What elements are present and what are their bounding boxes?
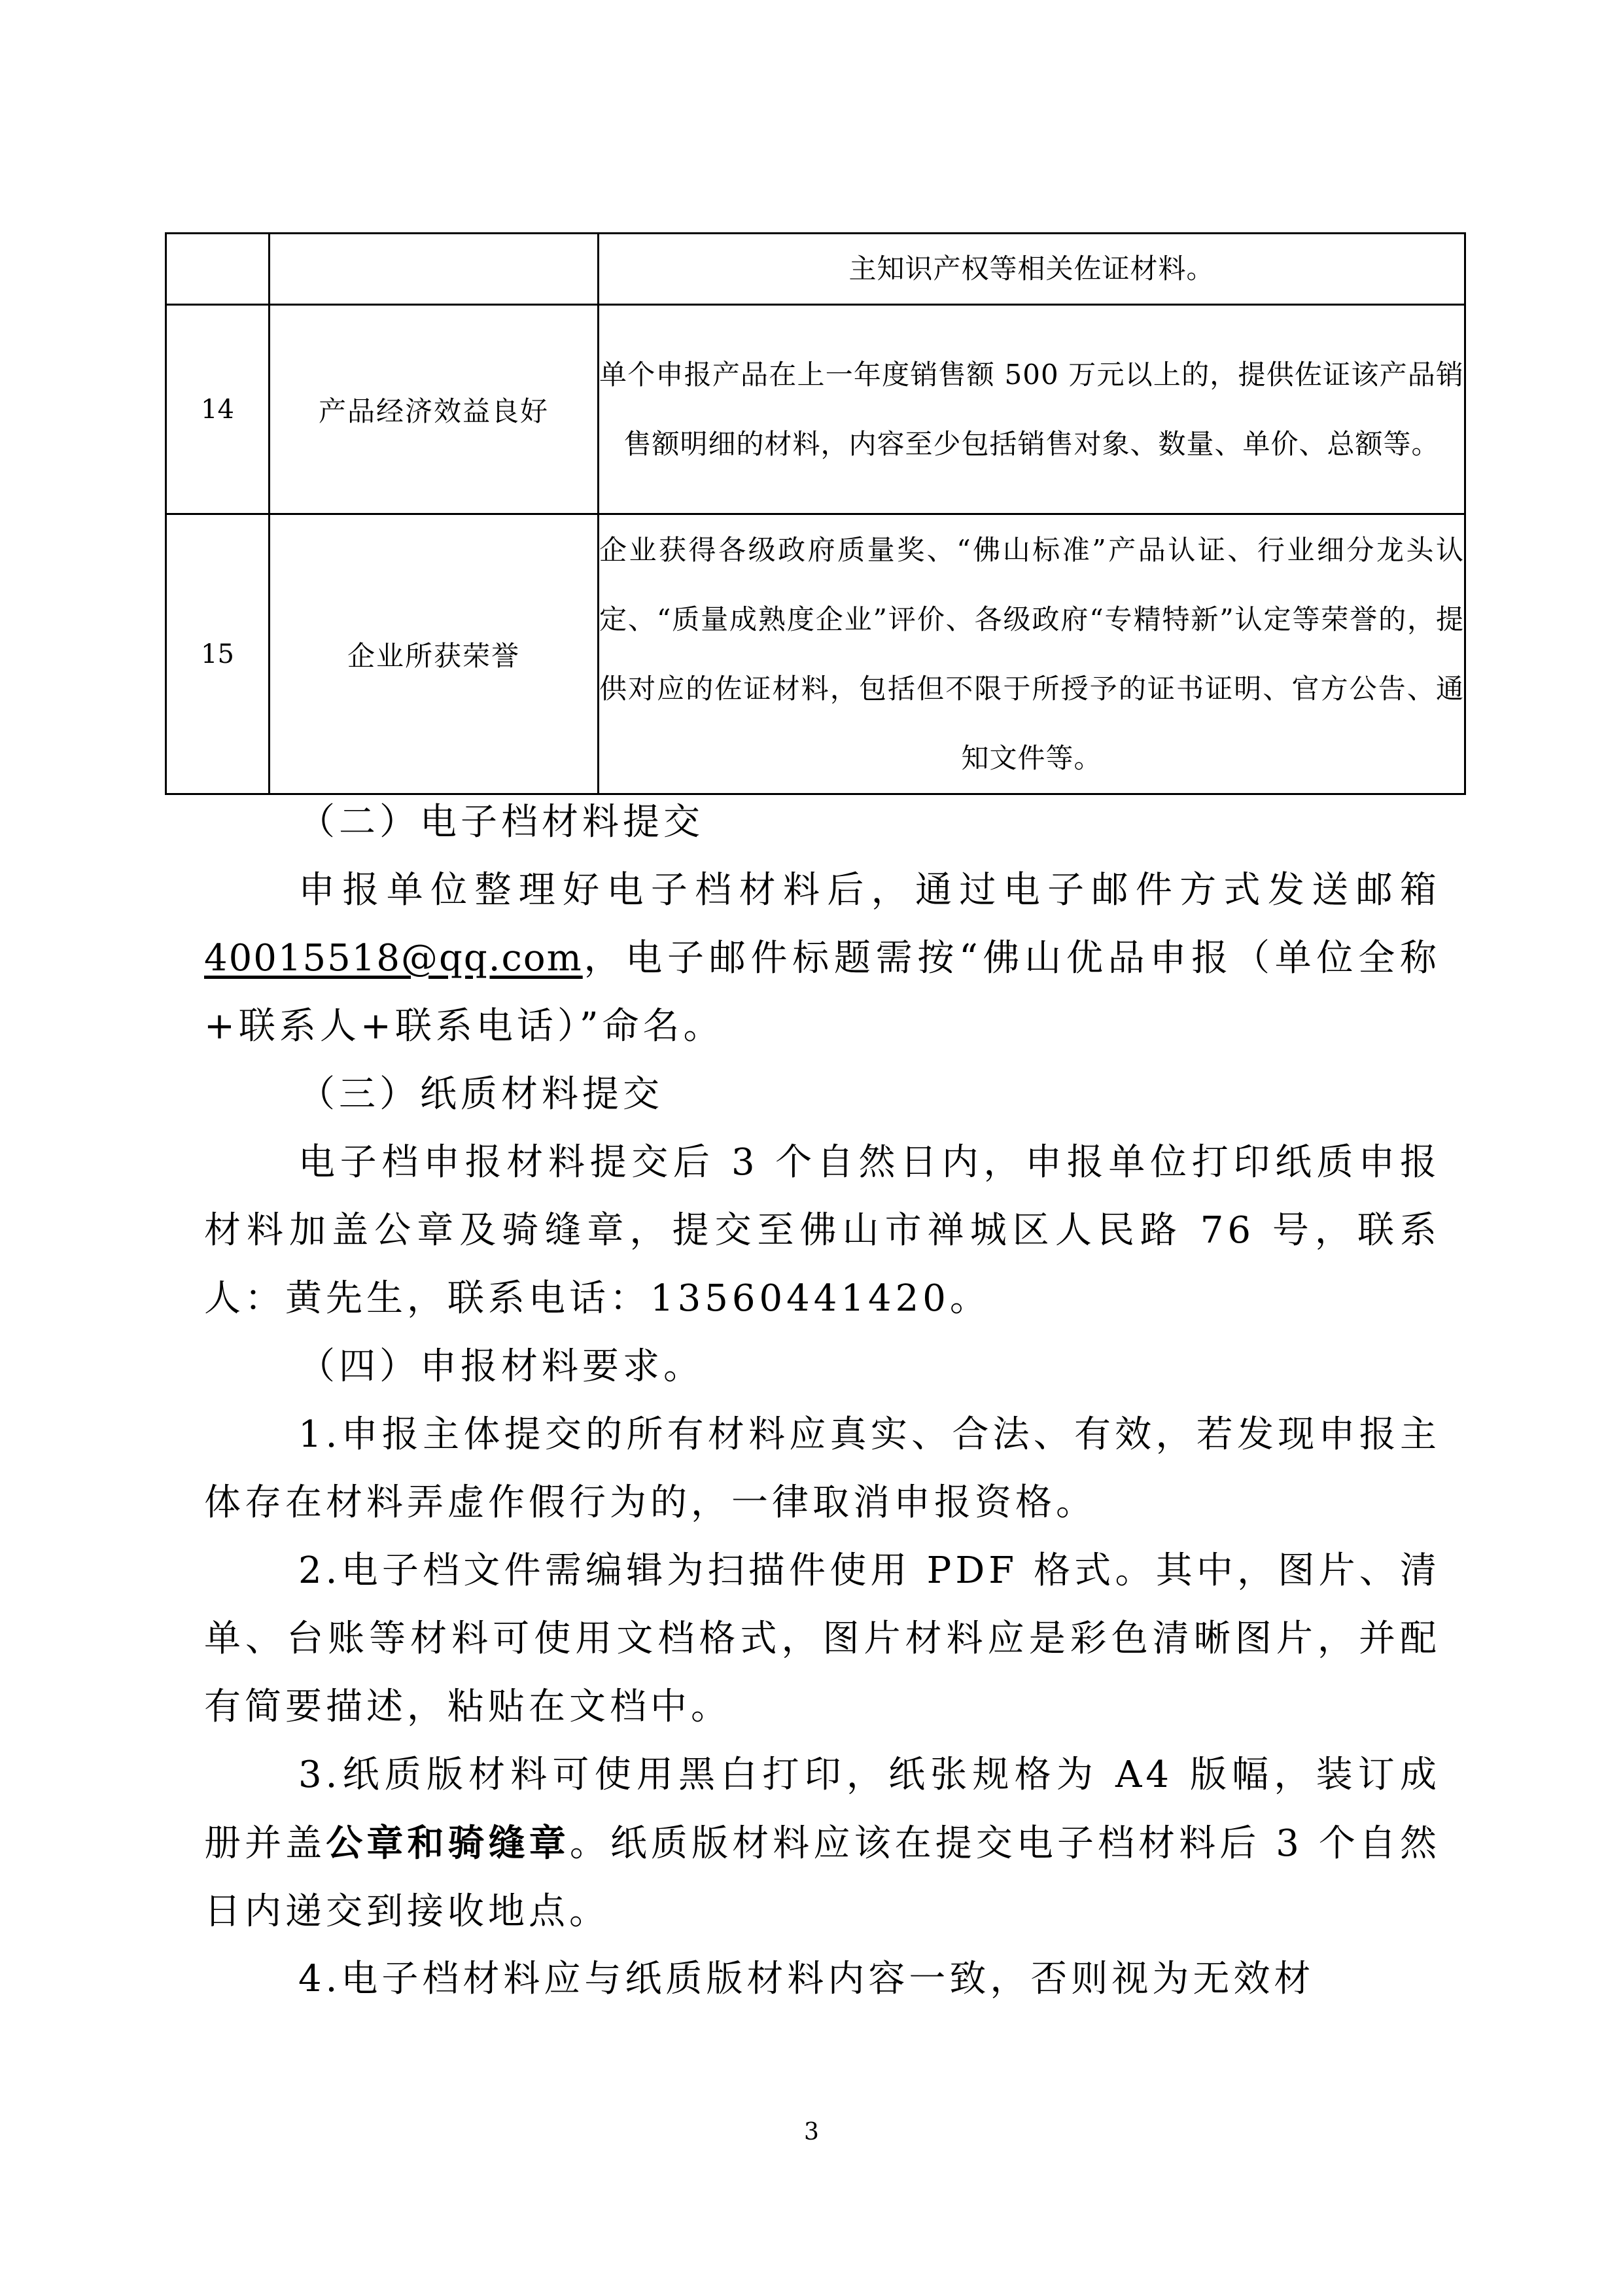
paragraph-email-submission [204, 857, 1440, 1061]
paragraph-paper-submission: 电子档申报材料提交后 3 个自然日内，申报单位打印纸质申报材料加盖公章及骑缝章，提交至佛山市禅城区人民路 76 号，联系人：黄先生，联系电话：13560441420。 [204, 1141, 1440, 1320]
paragraph-text: 申报单位整理好电子档材料后，通过电子邮件方式发送邮箱 [298, 869, 1440, 911]
section-heading-3: （三）纸质材料提交 [298, 1073, 663, 1116]
row-number: 14 [166, 305, 270, 514]
paragraph-requirement-4: 4.电子档材料应与纸质版材料内容一致，否则视为无效材 [298, 1958, 1315, 2000]
table-row [166, 234, 1465, 305]
paragraph-text: ，电子邮件标题需按“佛山优品申报（单位全称+联系人+联系电话）”命名。 [204, 937, 1440, 1048]
requirements-table [165, 232, 1466, 795]
row-description: 单个申报产品在上一年度销售额 500 万元以上的，提供佐证该产品销售额明细的材料，内容至少包括销售对象、数量、单价、总额等。 [599, 305, 1465, 514]
table-row [166, 305, 1465, 514]
table-row [166, 514, 1465, 794]
row-item-name: 产品经济效益良好 [270, 305, 599, 514]
section-heading-2: （二）电子档材料提交 [298, 801, 704, 843]
row-description: 主知识产权等相关佐证材料。 [599, 234, 1465, 305]
row-description: 企业获得各级政府质量奖、“佛山标准”产品认证、行业细分龙头认定、“质量成熟度企业”评价、各级政府“专精特新”认定等荣誉的，提供对应的佐证材料，包括但不限于所授予的证书证明、官方公告、通知文件等。 [599, 514, 1465, 794]
row-item-name [270, 234, 599, 305]
paragraph-requirement-3 [204, 1741, 1440, 1946]
emphasis-text: 公章和骑缝章 [326, 1822, 570, 1865]
paragraph-requirement-2: 2.电子档文件需编辑为扫描件使用 PDF 格式。其中，图片、清单、台账等材料可使用文档格式，图片材料应是彩色清晰图片，并配有简要描述，粘贴在文档中。 [204, 1549, 1440, 1728]
row-item-name: 企业所获荣誉 [270, 514, 599, 794]
page-number: 3 [804, 2119, 819, 2146]
email-address[interactable]: 40015518@qq.com [204, 937, 583, 980]
row-number [166, 234, 270, 305]
paragraph-text: 3.纸质版材料可使用黑白打印，纸张规格为 A4 版幅，装订成册并盖 [204, 1754, 1440, 1865]
paragraph-requirement-1: 1.申报主体提交的所有材料应真实、合法、有效，若发现申报主体存在材料弄虚作假行为的，一律取消申报资格。 [204, 1413, 1440, 1524]
paragraph-text: 。纸质版材料应该在提交电子档材料后 3 个自然日内递交到接收地点。 [204, 1822, 1441, 1933]
section-heading-4: （四）申报材料要求。 [298, 1345, 704, 1388]
row-number: 15 [166, 514, 270, 794]
